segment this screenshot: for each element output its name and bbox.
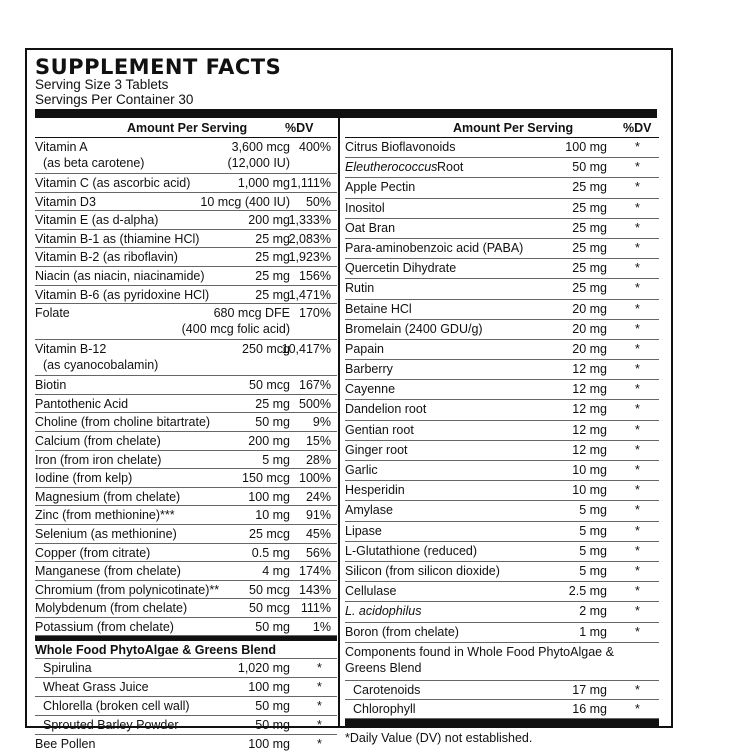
- nutrient-row: [35, 506, 337, 525]
- nutrient-name: Silicon (from silicon dioxide): [345, 563, 500, 578]
- footnote: *Daily Value (DV) not established.: [345, 730, 533, 745]
- nutrient-row: [35, 581, 337, 600]
- nutrient-row: [35, 525, 337, 544]
- nutrient-dv: *: [635, 543, 640, 558]
- nutrient-amount: 10 mg: [572, 463, 607, 477]
- nutrient-amount: 50 mcg: [249, 601, 290, 616]
- nutrient-name: L-Glutathione (reduced): [345, 543, 478, 558]
- nutrient-amount-line-2: (12,000 IU): [227, 156, 290, 170]
- nutrient-dv: *: [635, 442, 640, 457]
- nutrient-dv: 1,333%: [288, 213, 331, 228]
- nutrient-row: [345, 461, 659, 481]
- nutrient-name: Vitamin D3: [35, 194, 96, 209]
- blend-item-name: Spirulina: [43, 661, 92, 676]
- nutrient-amount: 5 mg: [579, 543, 607, 558]
- nutrient-dv: 2,083%: [288, 231, 331, 246]
- nutrient-amount: 25 mg: [255, 268, 290, 283]
- nutrient-dv: *: [635, 261, 640, 276]
- nutrient-row: [345, 360, 659, 380]
- nutrient-dv: *: [635, 463, 640, 477]
- nutrient-row: [345, 320, 659, 340]
- nutrient-name: Boron (from chelate): [345, 624, 459, 639]
- nutrient-amount: 20 mg: [572, 321, 607, 336]
- nutrient-amount: 25 mg: [572, 200, 607, 215]
- nutrient-dv: *: [635, 321, 640, 336]
- nutrient-amount: 5 mg: [579, 563, 607, 578]
- nutrient-row: [345, 400, 659, 420]
- nutrient-dv: *: [635, 483, 640, 498]
- nutrient-amount: 150 mcg: [242, 471, 290, 486]
- nutrient-dv: *: [635, 604, 640, 619]
- nutrient-amount: 50 mg: [572, 160, 607, 175]
- nutrient-amount: 10 mg: [255, 508, 290, 523]
- nutrient-name: Vitamin B-6 (as pyridoxine HCl): [35, 287, 210, 302]
- nutrient-name: Amylase: [345, 503, 393, 518]
- blend-item-amount: 1,020 mg: [237, 661, 290, 676]
- nutrient-row: [345, 239, 659, 259]
- components-list: [345, 681, 659, 719]
- nutrient-row: [345, 259, 659, 279]
- component-name: Chlorophyll: [353, 701, 416, 716]
- nutrient-row: [35, 451, 337, 470]
- nutrient-name: Folate: [35, 306, 70, 321]
- amount-header: Amount Per Serving: [127, 121, 248, 135]
- nutrient-row: [345, 481, 659, 501]
- nutrient-amount: 5 mg: [579, 503, 607, 518]
- nutrient-row: [345, 300, 659, 320]
- nutrient-name: Iron (from iron chelate): [35, 452, 162, 467]
- nutrient-amount: 20 mg: [572, 341, 607, 356]
- nutrient-row: [345, 158, 659, 178]
- nutrient-dv: *: [635, 382, 640, 397]
- nutrient-name: Vitamin B-2 (as riboflavin): [35, 250, 178, 265]
- component-amount: 16 mg: [572, 701, 607, 716]
- nutrient-row: [35, 395, 337, 414]
- nutrient-row: [35, 340, 337, 376]
- nutrient-dv: *: [317, 737, 322, 752]
- right-nutrient-list: [345, 138, 659, 643]
- nutrient-row: [35, 376, 337, 395]
- nutrient-row: [35, 469, 337, 488]
- nutrient-amount: 25 mg: [572, 180, 607, 195]
- components-title-row: [345, 643, 659, 681]
- nutrient-row: [35, 230, 337, 249]
- nutrient-amount: 12 mg: [572, 362, 607, 377]
- nutrient-dv: *: [635, 160, 640, 175]
- nutrient-name: Cayenne: [345, 382, 396, 397]
- nutrient-amount: 5 mg: [579, 523, 607, 538]
- nutrient-amount: 200 mg: [248, 433, 290, 448]
- nutrient-amount: 25 mg: [255, 287, 290, 302]
- nutrient-name: Copper (from citrate): [35, 545, 151, 560]
- nutrient-name: Inositol: [345, 200, 385, 215]
- nutrient-dv: *: [635, 584, 640, 599]
- nutrient-amount: 100 mg: [565, 140, 607, 154]
- dv-header: %DV: [623, 121, 652, 135]
- component-row: [345, 700, 659, 719]
- blend-item-name: Wheat Grass Juice: [43, 680, 149, 695]
- component-dv: *: [635, 682, 640, 697]
- nutrient-name: Vitamin B-1 as (thiamine HCl): [35, 231, 200, 246]
- nutrient-name: Magnesium (from chelate): [35, 489, 181, 504]
- amount-header: Amount Per Serving: [453, 121, 574, 135]
- nutrient-dv: 174%: [299, 564, 331, 579]
- nutrient-name: Chromium (from polynicotinate)**: [35, 582, 220, 597]
- nutrient-row: [35, 304, 337, 340]
- right-column: [345, 118, 659, 748]
- components-title-line-1: Components found in Whole Food PhytoAlgae &: [345, 644, 614, 659]
- nutrient-amount: 25 mg: [572, 261, 607, 276]
- nutrient-name: Potassium (from chelate): [35, 619, 174, 634]
- nutrient-amount: 25 mg: [255, 231, 290, 246]
- nutrient-name: Oat Bran: [345, 220, 396, 235]
- nutrient-dv: 1,471%: [288, 287, 331, 302]
- header-thick-rule: [35, 109, 657, 118]
- nutrient-amount: 50 mcg: [249, 582, 290, 597]
- nutrient-name: Papain: [345, 341, 384, 356]
- nutrient-dv: *: [635, 140, 640, 154]
- nutrient-dv: *: [635, 422, 640, 437]
- nutrient-row: [35, 248, 337, 267]
- nutrient-row: [345, 340, 659, 360]
- nutrient-name: Bee Pollen: [35, 737, 96, 752]
- nutrient-name: Vitamin A: [35, 140, 88, 154]
- nutrient-dv: 170%: [299, 306, 331, 321]
- blend-item-amount: 50 mg: [255, 699, 290, 714]
- column-divider: [338, 118, 340, 726]
- nutrient-row: [35, 286, 337, 305]
- nutrient-amount: 12 mg: [572, 402, 607, 417]
- nutrient-dv: 156%: [299, 268, 331, 283]
- supplement-facts-panel: [25, 48, 673, 752]
- nutrient-row: [35, 562, 337, 581]
- nutrient-dv: 50%: [305, 194, 331, 209]
- nutrient-amount-line-2: (400 mcg folic acid): [181, 322, 290, 337]
- dv-header: %DV: [285, 121, 314, 135]
- nutrient-amount: 12 mg: [572, 442, 607, 457]
- nutrient-amount: 10 mg: [572, 483, 607, 498]
- nutrient-amount: 25 mg: [255, 396, 290, 411]
- nutrient-name: Para-aminobenzoic acid (PABA): [345, 240, 524, 255]
- nutrient-amount: 50 mg: [255, 619, 290, 634]
- nutrient-amount: 25 mg: [572, 281, 607, 296]
- nutrient-name: Ginger root: [345, 442, 408, 457]
- nutrient-amount: 1,000 mg: [237, 176, 290, 190]
- nutrient-row: [35, 488, 337, 507]
- blend-title-row: [35, 641, 337, 659]
- nutrient-name: Betaine HCl: [345, 301, 412, 316]
- nutrient-amount: 50 mcg: [249, 378, 290, 393]
- component-dv: *: [635, 701, 640, 716]
- blend-row: [35, 659, 337, 678]
- nutrient-dv: *: [635, 180, 640, 195]
- blend-row: [35, 678, 337, 697]
- nutrient-name: Vitamin E (as d-alpha): [35, 213, 159, 228]
- component-row: [345, 681, 659, 700]
- nutrient-dv: 400%: [299, 140, 331, 154]
- nutrient-row: [345, 602, 659, 622]
- nutrient-dv: *: [635, 563, 640, 578]
- nutrient-name: Pantothenic Acid: [35, 396, 129, 411]
- nutrient-dv: 143%: [299, 582, 331, 597]
- nutrient-dv: 111%: [300, 601, 331, 616]
- nutrient-row: [345, 178, 659, 198]
- blend-row: [35, 716, 337, 735]
- nutrient-dv: 167%: [299, 378, 331, 393]
- blend-item-dv: *: [317, 661, 322, 676]
- nutrient-dv: *: [635, 200, 640, 215]
- bee-pollen-row: [35, 735, 337, 753]
- nutrient-name: Zinc (from methionine)***: [35, 508, 175, 523]
- nutrient-dv: *: [635, 281, 640, 296]
- nutrient-amount: 10 mcg (400 IU): [200, 194, 290, 209]
- nutrient-name: Hesperidin: [345, 483, 405, 498]
- nutrient-amount: 100 mg: [248, 737, 290, 752]
- nutrient-dv: *: [635, 240, 640, 255]
- nutrient-row: [345, 279, 659, 299]
- nutrient-amount: 100 mg: [248, 489, 290, 504]
- nutrient-name-line-2: (as cyanocobalamin): [43, 358, 159, 373]
- nutrient-amount: 1 mg: [579, 624, 607, 639]
- nutrient-name: Bromelain (2400 GDU/g): [345, 321, 483, 336]
- blend-row: [35, 697, 337, 716]
- nutrient-dv: 100%: [299, 471, 331, 486]
- nutrient-name: Lipase: [345, 523, 382, 538]
- nutrient-dv: *: [635, 523, 640, 538]
- nutrient-row: [35, 138, 337, 174]
- nutrient-name: Biotin: [35, 378, 67, 393]
- nutrient-name: Niacin (as niacin, niacinamide): [35, 268, 205, 283]
- blend-item-amount: 50 mg: [255, 718, 290, 733]
- nutrient-amount: 3,600 mcg: [231, 140, 290, 154]
- left-column: [35, 118, 337, 753]
- nutrient-name-line-2: (as beta carotene): [43, 156, 145, 170]
- nutrient-row: [35, 618, 337, 637]
- nutrient-row: [35, 544, 337, 563]
- blend-item-amount: 100 mg: [248, 680, 290, 695]
- nutrient-amount: 25 mg: [572, 220, 607, 235]
- nutrient-row: [345, 441, 659, 461]
- nutrient-row: [35, 413, 337, 432]
- nutrient-dv: 1,111%: [290, 176, 331, 190]
- nutrient-amount: 25 mg: [255, 250, 290, 265]
- nutrient-row: [35, 432, 337, 451]
- nutrient-dv: 28%: [305, 452, 331, 467]
- nutrient-dv: 91%: [305, 508, 331, 523]
- nutrient-dv: 10,417%: [281, 342, 331, 357]
- nutrient-amount: 20 mg: [572, 301, 607, 316]
- nutrient-name: Iodine (from kelp): [35, 471, 133, 486]
- nutrient-row: [345, 522, 659, 542]
- nutrient-row: [35, 174, 337, 193]
- footnote-row: [345, 726, 659, 748]
- component-name: Carotenoids: [353, 682, 421, 697]
- nutrient-amount: 2.5 mg: [568, 584, 607, 599]
- nutrient-name: Eleutherococcus: [345, 160, 438, 175]
- nutrient-amount: 25 mg: [572, 240, 607, 255]
- nutrient-name: Gentian root: [345, 422, 414, 437]
- nutrient-amount: 4 mg: [262, 564, 290, 579]
- nutrient-row: [35, 193, 337, 212]
- nutrient-name: Quercetin Dihydrate: [345, 261, 457, 276]
- servings-per-container: Servings Per Container 30: [35, 92, 194, 107]
- component-amount: 17 mg: [572, 682, 607, 697]
- footnote-thick-rule: [345, 719, 659, 726]
- blend-list: [35, 659, 337, 735]
- nutrient-dv: *: [635, 341, 640, 356]
- nutrient-name: Molybdenum (from chelate): [35, 601, 188, 616]
- nutrient-dv: *: [635, 503, 640, 518]
- nutrient-name: Barberry: [345, 362, 393, 377]
- blend-item-dv: *: [317, 680, 322, 695]
- nutrient-name: Dandelion root: [345, 402, 427, 417]
- blend-title: Whole Food PhytoAlgae & Greens Blend: [35, 643, 276, 658]
- nutrient-row: [345, 623, 659, 643]
- nutrient-dv: 1,923%: [288, 250, 331, 265]
- nutrient-row: [345, 542, 659, 562]
- nutrient-dv: *: [635, 402, 640, 417]
- nutrient-amount: 0.5 mg: [251, 545, 290, 560]
- nutrient-name: Garlic: [345, 463, 378, 477]
- nutrient-name: Cellulase: [345, 584, 397, 599]
- blend-item-dv: *: [317, 699, 322, 714]
- nutrient-dv: *: [635, 624, 640, 639]
- nutrient-dv: *: [635, 362, 640, 377]
- nutrient-name-suffix: Root: [437, 160, 464, 175]
- blend-item-dv: *: [317, 718, 322, 733]
- nutrient-name: Calcium (from chelate): [35, 433, 161, 448]
- nutrient-name: Vitamin B-12: [35, 342, 107, 357]
- nutrient-amount: 5 mg: [262, 452, 290, 467]
- left-nutrient-list: [35, 138, 337, 636]
- nutrient-dv: *: [635, 301, 640, 316]
- nutrient-row: [345, 199, 659, 219]
- nutrient-dv: 9%: [312, 415, 331, 430]
- serving-size: Serving Size 3 Tablets: [35, 77, 169, 92]
- nutrient-dv: *: [635, 220, 640, 235]
- nutrient-row: [345, 219, 659, 239]
- nutrient-amount: 200 mg: [248, 213, 290, 228]
- nutrient-amount: 12 mg: [572, 422, 607, 437]
- nutrient-dv: 500%: [299, 396, 331, 411]
- right-header-row: [345, 118, 659, 138]
- nutrient-row: [35, 267, 337, 286]
- nutrient-row: [35, 599, 337, 618]
- nutrient-dv: 56%: [305, 545, 331, 560]
- nutrient-amount: 250 mcg: [242, 342, 290, 357]
- nutrient-dv: 24%: [305, 489, 331, 504]
- nutrient-dv: 45%: [305, 526, 331, 541]
- components-title-line-2: Greens Blend: [345, 660, 422, 675]
- left-header-row: [35, 118, 337, 138]
- nutrient-row: [345, 380, 659, 400]
- panel-title: SUPPLEMENT FACTS: [35, 55, 282, 79]
- nutrient-row: [35, 211, 337, 230]
- nutrient-row: [345, 562, 659, 582]
- nutrient-amount: 2 mg: [579, 604, 607, 619]
- nutrient-row: [345, 582, 659, 602]
- nutrient-amount: 25 mcg: [249, 526, 290, 541]
- nutrient-row: [345, 421, 659, 441]
- nutrient-name: Selenium (as methionine): [35, 526, 177, 541]
- blend-item-name: Chlorella (broken cell wall): [43, 699, 190, 714]
- nutrient-name: L. acidophilus: [345, 604, 422, 619]
- nutrient-name: Manganese (from chelate): [35, 564, 181, 579]
- nutrient-name: Apple Pectin: [345, 180, 416, 195]
- nutrient-row: [345, 138, 659, 158]
- nutrient-name: Choline (from choline bitartrate): [35, 415, 211, 430]
- nutrient-dv: 1%: [312, 619, 331, 634]
- nutrient-name: Rutin: [345, 281, 375, 296]
- nutrient-dv: 15%: [305, 433, 331, 448]
- nutrient-name: Vitamin C (as ascorbic acid): [35, 176, 191, 190]
- nutrient-amount: 12 mg: [572, 382, 607, 397]
- nutrient-row: [345, 501, 659, 521]
- nutrient-name: Citrus Bioflavonoids: [345, 140, 456, 154]
- nutrient-amount: 680 mcg DFE: [213, 306, 290, 321]
- blend-item-name: Sprouted Barley Powder: [43, 718, 179, 733]
- nutrient-amount: 50 mg: [255, 415, 290, 430]
